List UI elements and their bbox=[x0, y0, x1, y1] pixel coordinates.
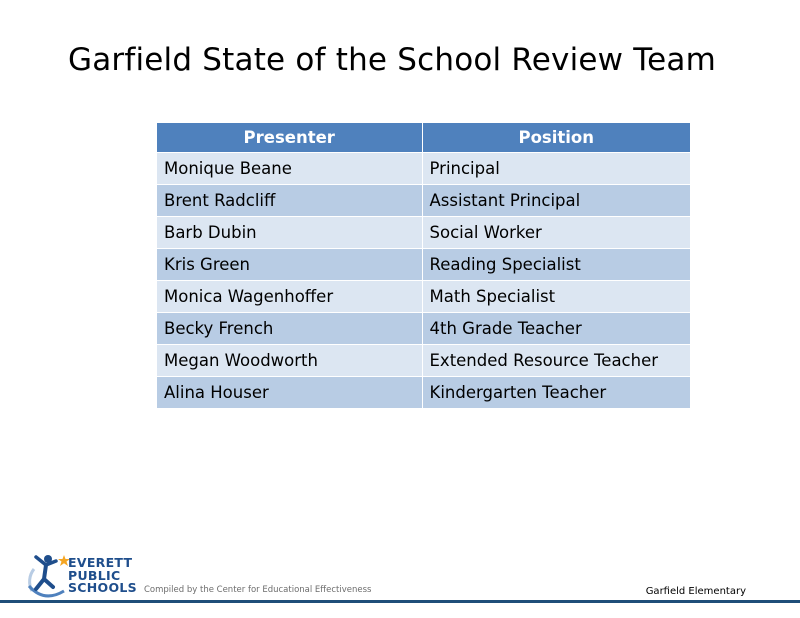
presenter-cell: Monique Beane bbox=[157, 153, 422, 185]
table-row bbox=[157, 217, 690, 249]
position-cell: Reading Specialist bbox=[422, 249, 690, 281]
district-logo-text bbox=[68, 557, 137, 595]
column-header-position: Position bbox=[422, 123, 690, 153]
presenter-cell: Megan Woodworth bbox=[157, 345, 422, 377]
position-cell: Math Specialist bbox=[422, 281, 690, 313]
presenter-cell: Kris Green bbox=[157, 249, 422, 281]
position-cell: Principal bbox=[422, 153, 690, 185]
compiled-by-note: Compiled by the Center for Educational Effectiveness bbox=[144, 585, 372, 595]
table-row bbox=[157, 249, 690, 281]
logo-line-public: PUBLIC bbox=[68, 567, 121, 583]
presenter-cell: Monica Wagenhoffer bbox=[157, 281, 422, 313]
position-cell: Social Worker bbox=[422, 217, 690, 249]
table-row bbox=[157, 345, 690, 377]
swoosh-arc bbox=[29, 586, 64, 596]
review-team-table bbox=[157, 123, 690, 408]
presenter-cell: Brent Radcliff bbox=[157, 185, 422, 217]
table-row bbox=[157, 185, 690, 217]
table-header-row bbox=[157, 123, 690, 153]
position-cell: Kindergarten Teacher bbox=[422, 377, 690, 409]
slide-title: Garfield State of the School Review Team bbox=[67, 42, 717, 78]
presenter-cell: Barb Dubin bbox=[157, 217, 422, 249]
logo-line-schools: SCHOOLS bbox=[68, 580, 137, 595]
table-row bbox=[157, 313, 690, 345]
school-name: Garfield Elementary bbox=[645, 586, 746, 597]
table-row bbox=[157, 281, 690, 313]
runner-body bbox=[36, 565, 53, 589]
column-header-presenter: Presenter bbox=[157, 123, 422, 153]
table-row bbox=[157, 153, 690, 185]
logo-line-everett: EVERETT bbox=[68, 555, 133, 570]
position-cell: Assistant Principal bbox=[422, 185, 690, 217]
presenter-cell: Becky French bbox=[157, 313, 422, 345]
presenter-cell: Alina Houser bbox=[157, 377, 422, 409]
position-cell: 4th Grade Teacher bbox=[422, 313, 690, 345]
footer-divider bbox=[0, 600, 800, 603]
table-row bbox=[157, 377, 690, 409]
position-cell: Extended Resource Teacher bbox=[422, 345, 690, 377]
